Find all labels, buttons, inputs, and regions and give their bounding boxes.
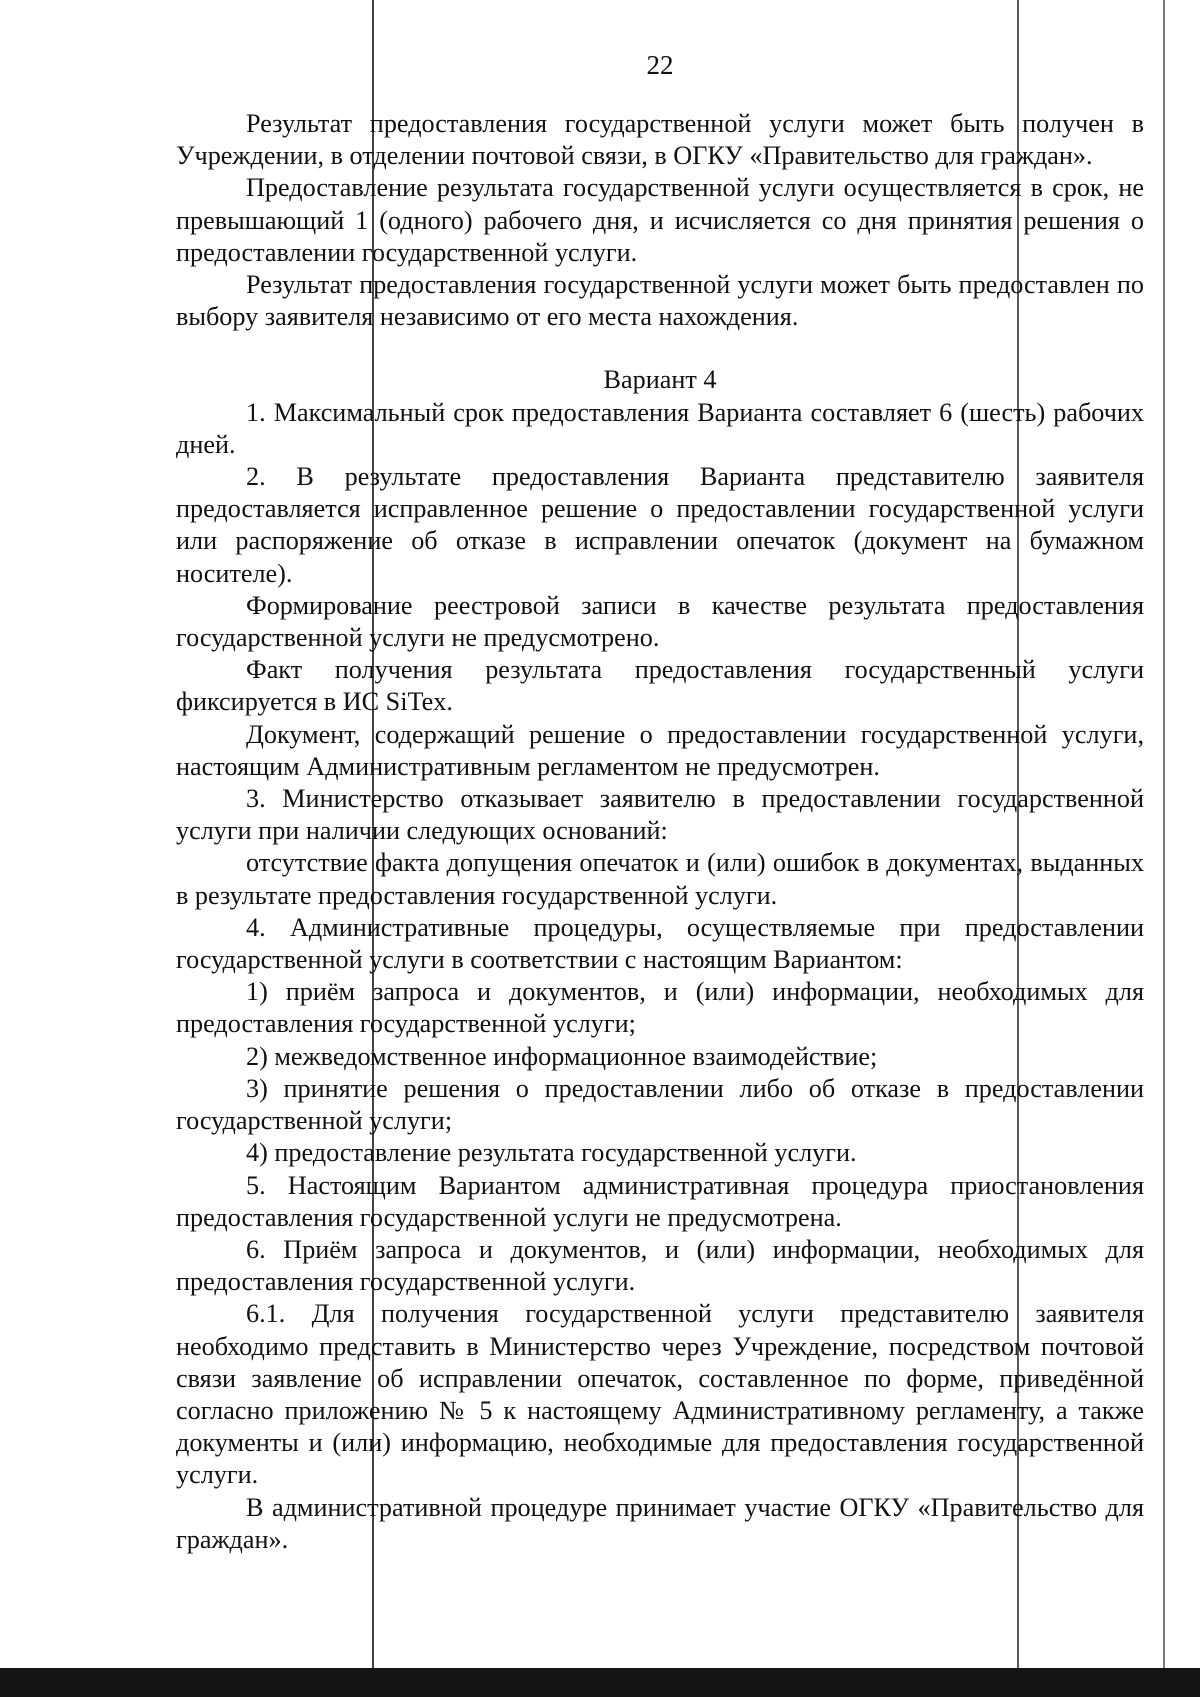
section-heading: Вариант 4 xyxy=(603,365,717,395)
list-item: 4) предоставление результата государственной услуги. xyxy=(246,1138,857,1168)
paragraph: Факт получения результата предоставления государственный услуги фиксируется в ИС SiTex. xyxy=(176,655,1144,717)
paragraph: Документ, содержащий решение о предоставлении государственной услуги, настоящим Административным регламентом не предусмотрен. xyxy=(176,719,1144,781)
paragraph: Формирование реестровой записи в качестве результата предоставления государственной услуги не предусмотрено. xyxy=(176,590,1144,653)
paragraph: 2. В результате предоставления Варианта представителю заявителя предоставляется исправленное решение о предоставлении государственной услуги или распоряжение об отказе в исправлении опечаток (документ на бумажном носителе). xyxy=(176,462,1144,588)
list-item: 2) межведомственное информационное взаимодействие; xyxy=(246,1041,878,1071)
paragraph: Результат предоставления государственной услуги может быть получен в Учреждении, в отделении почтовой связи, в ОГКУ «Правительство для граждан». xyxy=(176,109,1144,171)
paragraph: 4. Административные процедуры, осуществляемые при предоставлении государственной услуги в соответствии с настоящим Вариантом: xyxy=(176,912,1144,975)
list-item: 3) принятие решения о предоставлении либо об отказе в предоставлении государственной услуги; xyxy=(176,1073,1144,1136)
page-number: 22 xyxy=(646,50,674,80)
scan-bottom-edge xyxy=(0,1668,1200,1697)
paragraph: отсутствие факта допущения опечаток и (или) ошибок в документах, выданных в результате предоставления государственной услуги. xyxy=(176,848,1144,910)
paragraph: В административной процедуре принимает участие ОГКУ «Правительство для граждан». xyxy=(176,1492,1144,1554)
paragraph: 1. Максимальный срок предоставления Варианта составляет 6 (шесть) рабочих дней. xyxy=(176,397,1144,459)
paragraph: 6. Приём запроса и документов, и (или) информации, необходимых для предоставления государственной услуги. xyxy=(176,1234,1144,1297)
paragraph: Результат предоставления государственной услуги может быть предоставлен по выбору заявителя независимо от его места нахождения. xyxy=(176,270,1144,332)
document-body xyxy=(176,108,1144,1556)
list-item: 1) приём запроса и документов, и (или) информации, необходимых для предоставления государственной услуги; xyxy=(176,977,1144,1039)
paragraph: Предоставление результата государственной услуги осуществляется в срок, не превышающий 1 (одного) рабочего дня, и исчисляется со дня принятия решения о предоставлении государственной услуги. xyxy=(176,173,1144,267)
paragraph: 5. Настоящим Вариантом административная процедура приостановления предоставления государственной услуги не предусмотрена. xyxy=(176,1170,1144,1232)
scan-artifact-line xyxy=(1163,0,1165,1680)
paragraph: 3. Министерство отказывает заявителю в предоставлении государственной услуги при наличии следующих оснований: xyxy=(176,784,1144,846)
paragraph: 6.1. Для получения государственной услуги представителю заявителя необходимо представить в Министерство через Учреждение, посредством почтовой связи заявление об исправлении опечаток, составленное по форме, приведённой согласно приложению № 5 к настоящему Административному регламенту, а также документы и (или) информацию, необходимые для предоставления государственной услуги. xyxy=(176,1299,1144,1490)
